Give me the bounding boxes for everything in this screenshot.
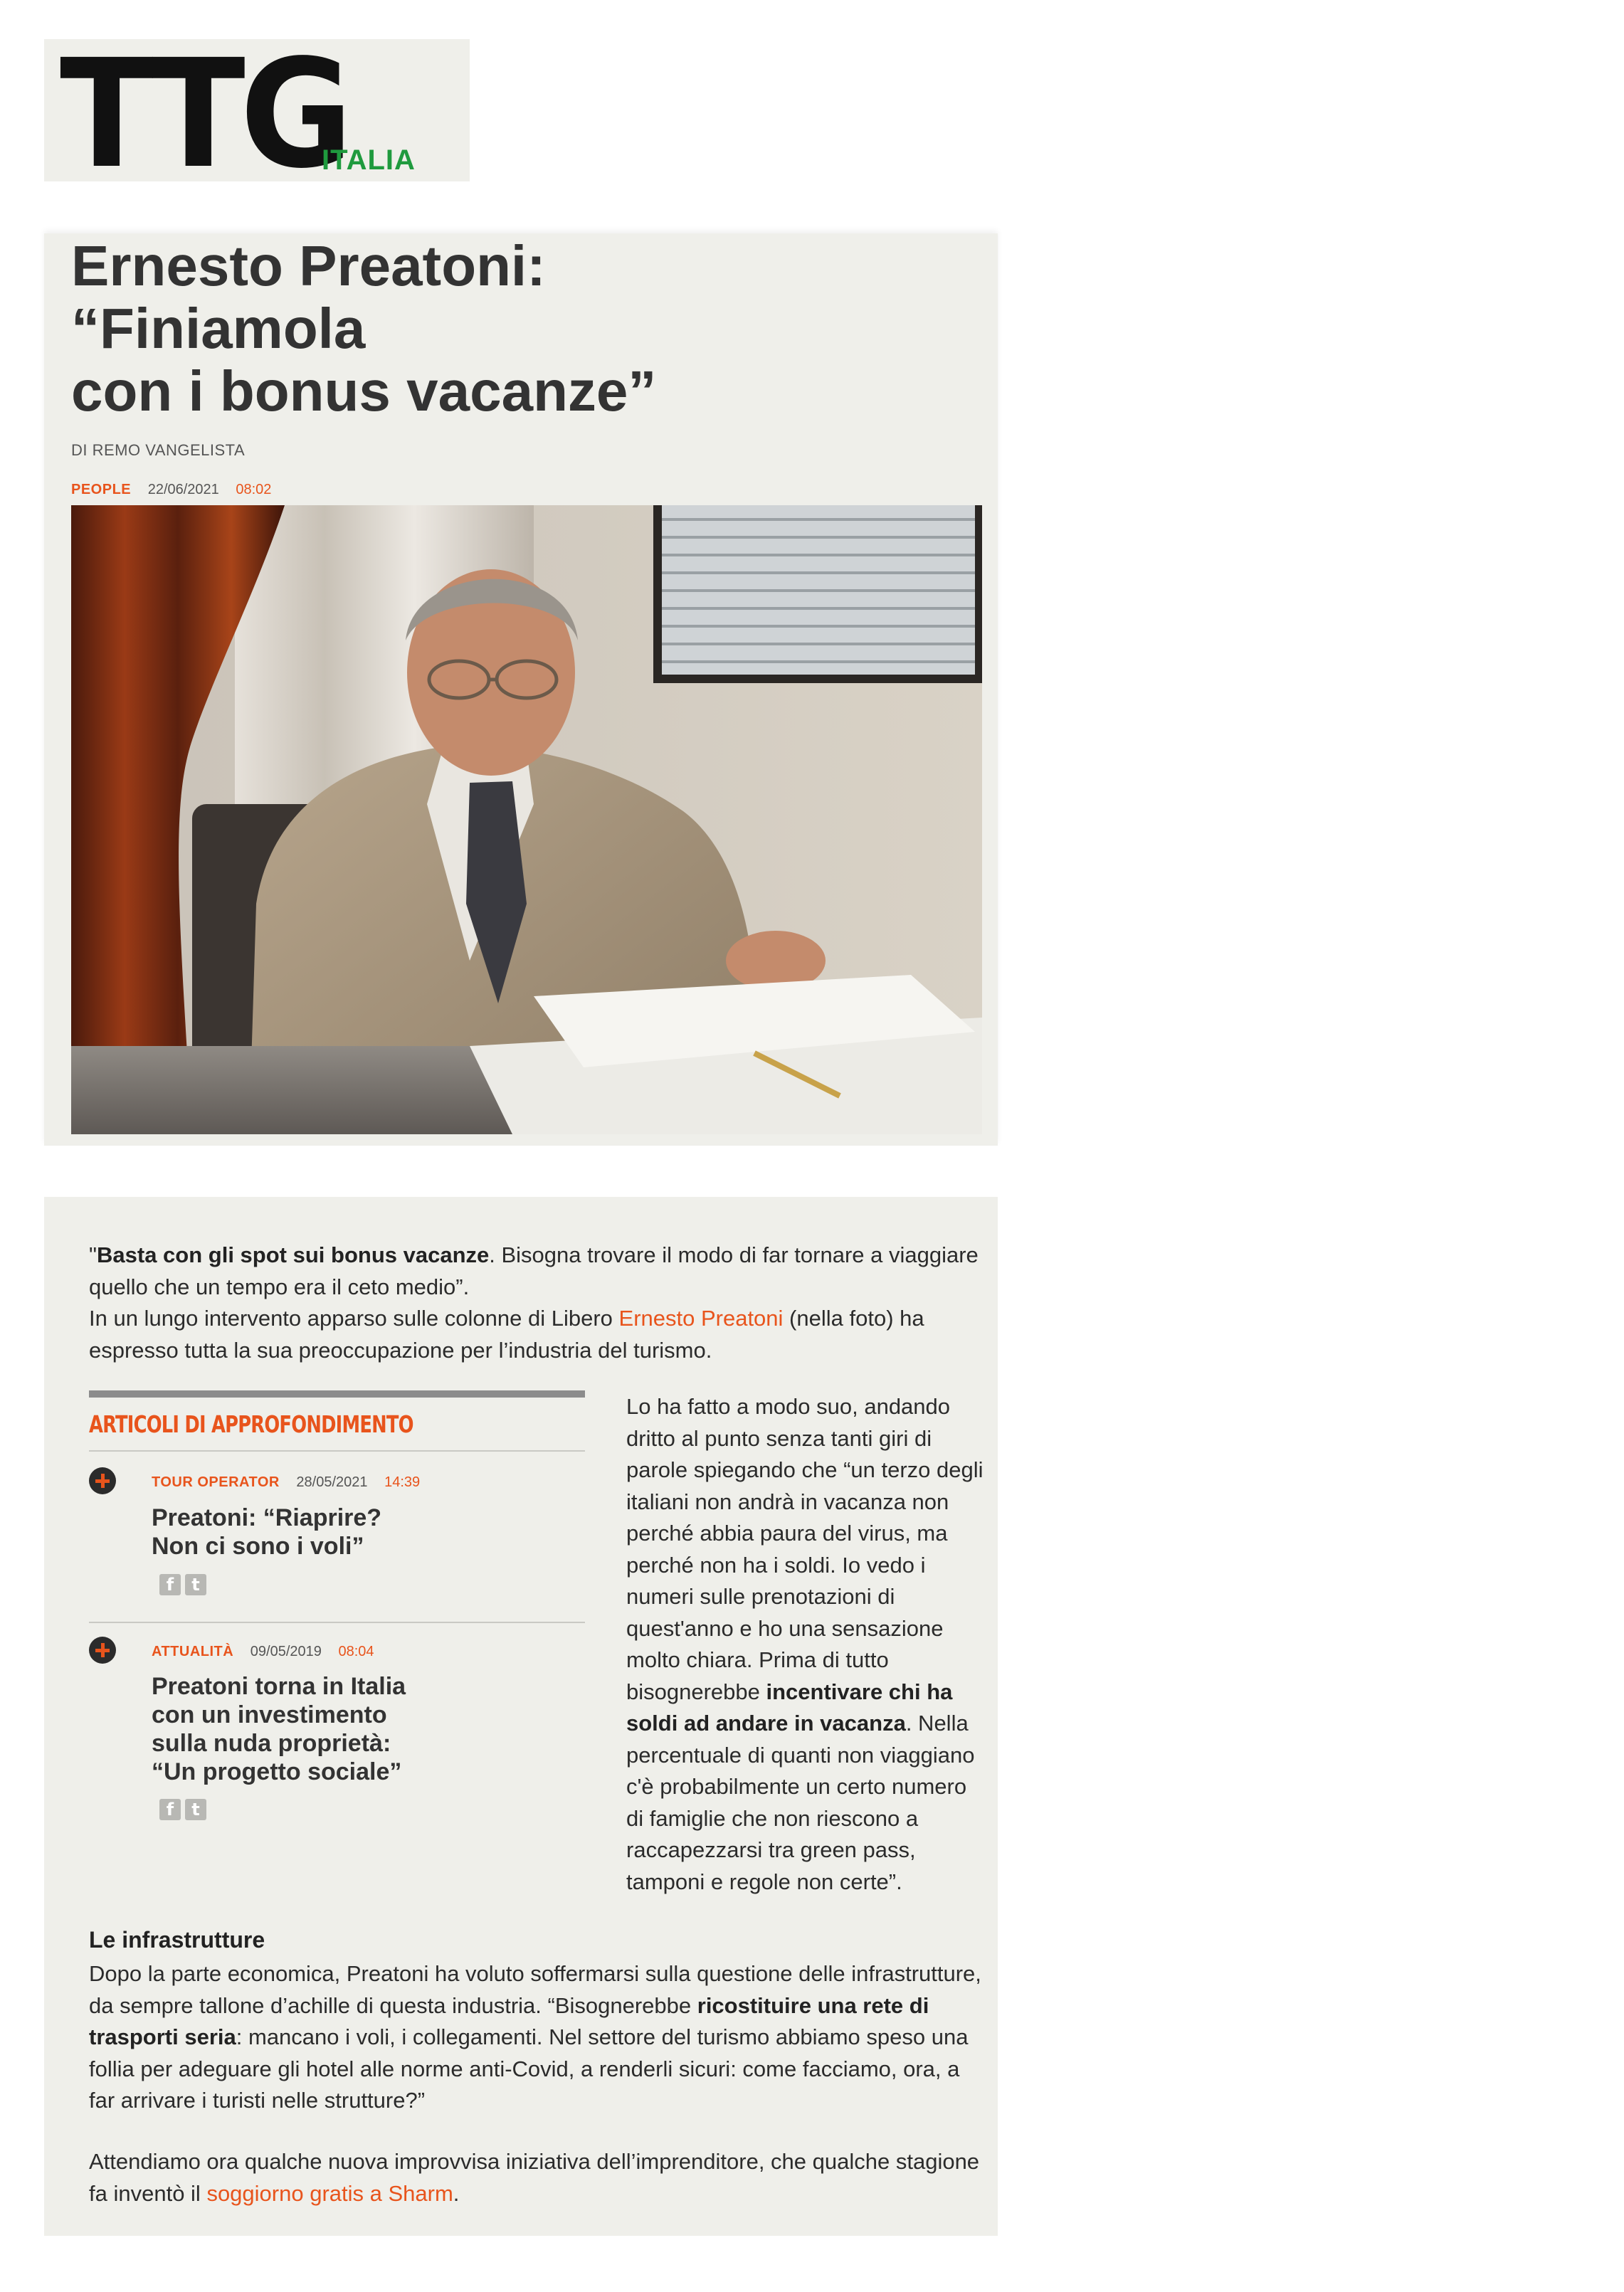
article-date: 22/06/2021 <box>147 482 219 497</box>
related-item-title[interactable] <box>152 1672 406 1786</box>
title-line: “Un progetto sociale” <box>152 1758 402 1785</box>
facebook-icon[interactable]: f <box>159 1574 181 1595</box>
related-item-meta <box>152 1644 374 1660</box>
related-time: 08:04 <box>338 1644 374 1659</box>
related-item-meta <box>152 1474 420 1491</box>
col-bold: incentivare chi ha soldi ad andare in vacanza <box>626 1679 953 1736</box>
closing-text-2: . <box>453 2180 460 2206</box>
related-time: 14:39 <box>384 1474 421 1490</box>
facebook-icon[interactable]: f <box>159 1799 181 1820</box>
infra-text-2: : mancano i voli, i collegamenti. Nel settore del turismo abbiamo speso una follia per adeguare gli hotel alle norme anti-Covid, a renderli sicuri: come facciamo, ora, a far arrivare i turisti nelle strutture?” <box>89 2024 969 2113</box>
plus-icon[interactable] <box>89 1467 116 1494</box>
ernesto-preatoni-link[interactable]: Ernesto Preatoni <box>618 1306 784 1331</box>
title-line: con un investimento <box>152 1701 387 1728</box>
headline-line: con i bonus vacanze” <box>71 359 657 423</box>
logo[interactable] <box>44 27 470 201</box>
related-category[interactable]: TOUR OPERATOR <box>152 1474 280 1490</box>
related-top-bar <box>89 1390 585 1398</box>
article-byline: DI REMO VANGELISTA <box>71 441 246 459</box>
logo-italia: ITALIA <box>322 144 416 176</box>
infra-bold: ricostituire una rete di trasporti seria <box>89 1992 929 2049</box>
title-line: Preatoni torna in Italia <box>152 1673 406 1700</box>
closing-text: Attendiamo ora qualche nuova improvvisa iniziativa dell’imprenditore, che qualche stagione fa inventò il <box>89 2149 980 2206</box>
intro-text: . Bisogna trovare il modo di far tornare a viaggiare quello che un tempo era il ceto medio”. <box>89 1242 979 1299</box>
headline-line: Ernesto Preatoni: <box>71 234 546 297</box>
intro-text-3: (nella foto) ha espresso tutta la sua preoccupazione per l’industria del turismo. <box>89 1306 924 1363</box>
article-time: 08:02 <box>236 482 272 497</box>
col-text-2: . Nella percentuale di quanti non viaggiano c'è probabilmente un certo numero di famiglie che non riescono a raccapezzarsi tra green pass, tamponi e regole non certe”. <box>626 1711 975 1894</box>
sharm-link[interactable]: soggiorno gratis a Sharm <box>206 2180 453 2206</box>
article-headline <box>71 235 925 423</box>
article-intro: "Basta con gli spot sui bonus vacanze. Bisogna trovare il modo di far tornare a viaggiare quello che un tempo era il ceto medio”. In un lungo intervento apparso sulle colonne di Libero Ernesto Preatoni (nella foto) ha espresso tutta la sua preoccupazione per l’industria del turismo. <box>89 1242 979 1363</box>
closing-paragraph <box>89 2146 989 2209</box>
headline-line: “Finiamola <box>71 297 366 360</box>
title-line: Preatoni: “Riaprire? <box>152 1504 382 1531</box>
section-subheading: Le infrastrutture <box>89 1927 265 1953</box>
article-column-right <box>626 1391 989 1898</box>
related-date: 09/05/2019 <box>250 1644 322 1659</box>
divider <box>89 1450 585 1452</box>
infra-text: Dopo la parte economica, Preatoni ha voluto soffermarsi sulla questione delle infrastrutture, da sempre tallone d’achille di questa industria. “Bisognerebbe <box>89 1961 981 2018</box>
intro-text-2: In un lungo intervento apparso sulle colonne di Libero <box>89 1306 619 1331</box>
related-date: 28/05/2021 <box>296 1474 368 1490</box>
twitter-icon[interactable]: t <box>185 1574 206 1595</box>
related-category[interactable]: ATTUALITÀ <box>152 1644 234 1659</box>
divider <box>89 1622 585 1623</box>
article-meta <box>71 482 271 498</box>
related-title: ARTICOLI DI APPROFONDIMENTO <box>89 1410 413 1438</box>
twitter-icon[interactable]: t <box>185 1799 206 1820</box>
infrastructure-paragraph <box>89 1958 989 2117</box>
logo-ttg: TTG <box>60 27 348 201</box>
article-category[interactable]: PEOPLE <box>71 482 132 497</box>
title-line: Non ci sono i voli” <box>152 1533 364 1560</box>
article-photo <box>71 505 982 1134</box>
intro-bold: Basta con gli spot sui bonus vacanze <box>97 1242 490 1267</box>
col-text: Lo ha fatto a modo suo, andando dritto al punto senza tanti giri di parole spiegando che “un terzo degli italiani non andrà in vacanza non perché abbia paura del virus, ma perché non ha i soldi. Io vedo i numeri sulle prenotazioni di quest'anno e ho una sensazione molto chiara. Prima di tutto bisognerebbe <box>626 1394 984 1704</box>
title-line: sulla nuda proprietà: <box>152 1730 391 1757</box>
plus-icon[interactable] <box>89 1637 116 1664</box>
related-item-title[interactable] <box>152 1504 381 1560</box>
